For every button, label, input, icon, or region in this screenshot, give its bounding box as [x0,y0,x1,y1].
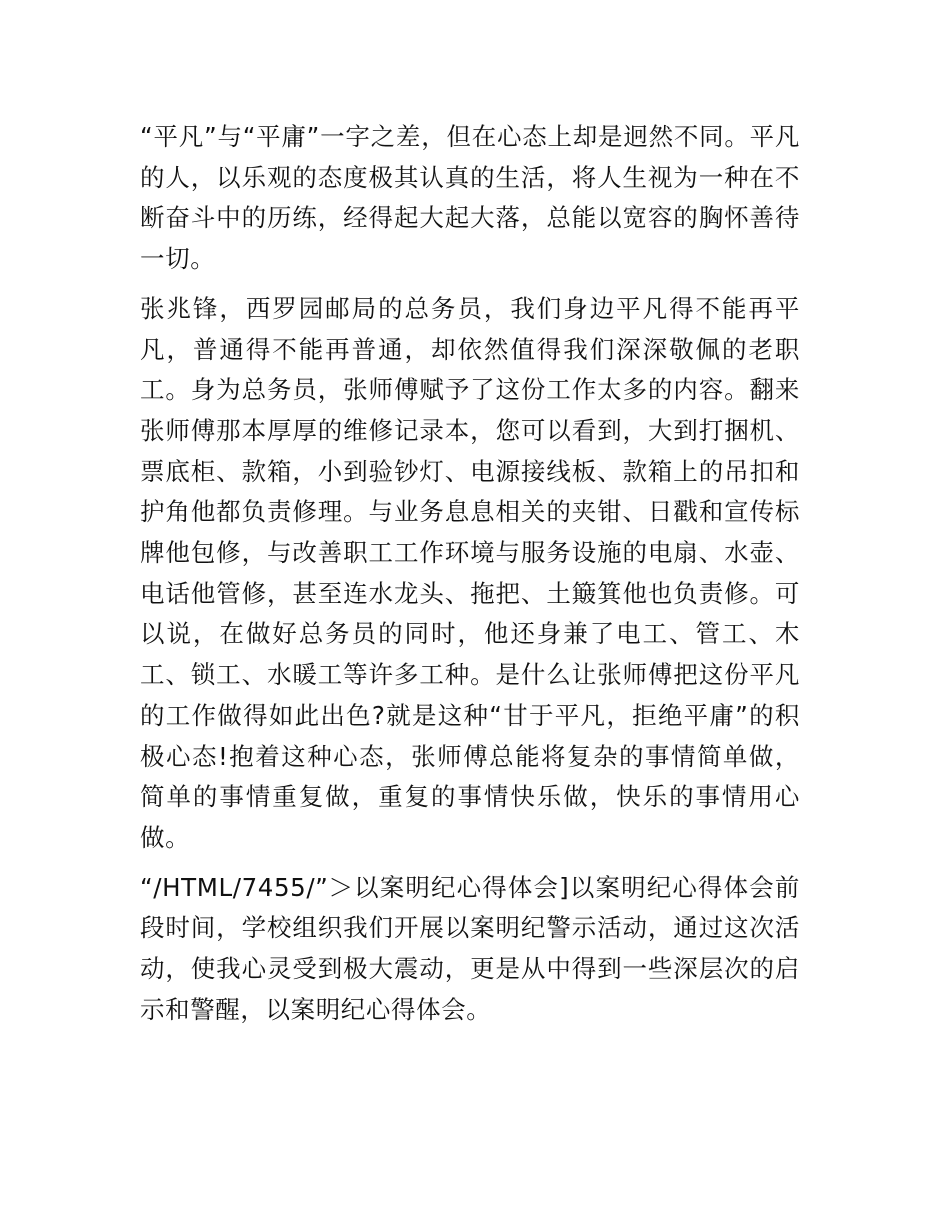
paragraph-3: “/HTML/7455/”＞以案明纪心得体会]以案明纪心得体会前段时间，学校组织我们开展以案明纪警示活动，通过这次活动，使我心灵受到极大震动，更是从中得到一些深层次的启示和警醒，以案明纪心得体会。 [140,872,800,1024]
paragraph-1: “平凡”与“平庸”一字之差，但在心态上却是迥然不同。平凡的人，以乐观的态度极其认真的生活，将人生视为一种在不断奋斗中的历练，经得起大起大落，总能以宽容的胸怀善待一切。 [140,122,800,274]
document-body [140,117,800,1039]
paragraph-2: 张兆锋，西罗园邮局的总务员，我们身边平凡得不能再平凡，普通得不能再普通，却依然值得我们深深敬佩的老职工。身为总务员，张师傅赋予了这份工作太多的内容。翻来张师傅那本厚厚的维修记录本，您可以看到，大到打捆机、票底柜、款箱，小到验钞灯、电源接线板、款箱上的吊扣和护角他都负责修理。与业务息息相关的夹钳、日戳和宣传标牌他包修，与改善职工工作环境与服务设施的电扇、水壶、电话他管修，甚至连水龙头、拖把、土簸箕他也负责修。可以说，在做好总务员的同时，他还身兼了电工、管工、木工、锁工、水暖工等许多工种。是什么让张师傅把这份平凡的工作做得如此出色?就是这种“甘于平凡，拒绝平庸”的积极心态!抱着这种心态，张师傅总能将复杂的事情简单做，简单的事情重复做，重复的事情快乐做，快乐的事情用心做。 [140,293,800,852]
